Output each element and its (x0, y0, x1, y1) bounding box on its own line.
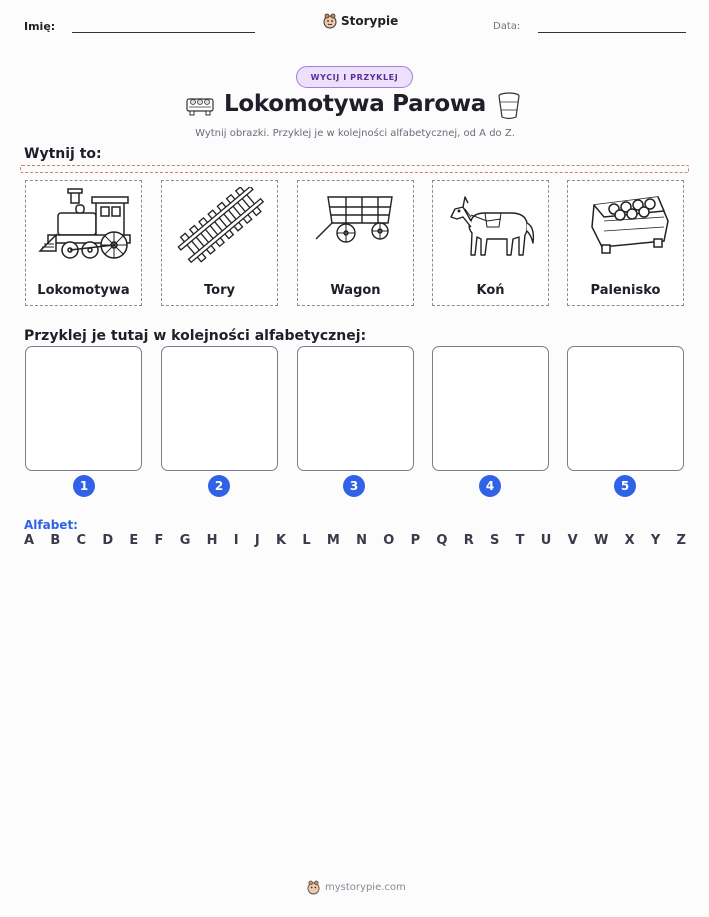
alphabet-letter: S (490, 533, 500, 548)
alphabet-letter: M (326, 533, 340, 548)
paste-slot-4[interactable] (432, 346, 549, 471)
railway-track-icon (170, 187, 271, 263)
alphabet-letter: D (102, 533, 114, 548)
alphabet-letter: P (410, 533, 421, 548)
alphabet-row (24, 533, 686, 548)
cut-card-palenisko[interactable] (567, 180, 684, 306)
paste-heading: Przyklej je tutaj w kolejności alfabetycznej: (24, 328, 367, 344)
card-label: Lokomotywa (37, 283, 130, 298)
alphabet-letter: Y (650, 533, 661, 548)
slot-number: 2 (208, 475, 230, 497)
alphabet-letter: H (206, 533, 218, 548)
slot-number: 3 (343, 475, 365, 497)
slot-number: 4 (479, 475, 501, 497)
cut-card-tory[interactable] (161, 180, 278, 306)
alphabet-letter: A (24, 533, 35, 548)
alphabet-letter: C (76, 533, 87, 548)
brand-logo (323, 13, 398, 29)
alphabet-letter: W (593, 533, 609, 548)
slot-number: 5 (614, 475, 636, 497)
alphabet-letter: Z (676, 533, 686, 548)
alphabet-letter: G (179, 533, 191, 548)
card-label: Wagon (330, 283, 381, 298)
cut-line (20, 165, 689, 173)
alphabet-letter: B (50, 533, 61, 548)
alphabet-letter: I (233, 533, 239, 548)
card-label: Koń (476, 283, 505, 298)
alphabet-letter: V (567, 533, 578, 548)
footer (307, 880, 406, 895)
alphabet-label: Alfabet: (24, 518, 78, 532)
storypie-mascot-icon (323, 13, 337, 29)
alphabet-letter: L (302, 533, 311, 548)
date-label: Data: (493, 21, 521, 32)
alphabet-letter: R (463, 533, 474, 548)
alphabet-letter: E (129, 533, 139, 548)
cut-heading: Wytnij to: (24, 146, 102, 162)
page-title: Lokomotywa Parowa (223, 91, 487, 117)
alphabet-letter: U (540, 533, 552, 548)
brand-name: Storypie (341, 14, 399, 28)
cut-card-kon[interactable] (432, 180, 549, 306)
bucket-icon (497, 91, 521, 121)
alphabet-letter: Q (436, 533, 448, 548)
alphabet-letter: K (276, 533, 287, 548)
alphabet-letter: J (254, 533, 260, 548)
name-label: Imię: (24, 20, 56, 33)
date-field[interactable] (538, 32, 686, 33)
footer-url[interactable]: mystorypie.com (325, 882, 406, 893)
horse-icon (441, 187, 542, 263)
alphabet-letter: F (154, 533, 164, 548)
locomotive-icon (34, 187, 135, 263)
firebox-icon (576, 187, 677, 263)
name-field[interactable] (72, 32, 255, 33)
card-label: Palenisko (590, 283, 661, 298)
alphabet-letter: O (383, 533, 395, 548)
cut-card-wagon[interactable] (297, 180, 414, 306)
alphabet-letter: N (356, 533, 368, 548)
cut-card-lokomotywa[interactable] (25, 180, 142, 306)
paste-slot-5[interactable] (567, 346, 684, 471)
paste-slot-2[interactable] (161, 346, 278, 471)
alphabet-letter: T (515, 533, 525, 548)
slot-number: 1 (73, 475, 95, 497)
wagon-icon (306, 187, 407, 263)
alphabet-letter: X (624, 533, 635, 548)
paste-slot-1[interactable] (25, 346, 142, 471)
instructions: Wytnij obrazki. Przyklej je w kolejności alfabetycznej, od A do Z. (195, 128, 515, 139)
storypie-mascot-icon (307, 880, 320, 895)
paste-slot-3[interactable] (297, 346, 414, 471)
card-label: Tory (204, 283, 235, 298)
activity-badge: WYCIJ I PRZYKLEJ (296, 66, 413, 88)
